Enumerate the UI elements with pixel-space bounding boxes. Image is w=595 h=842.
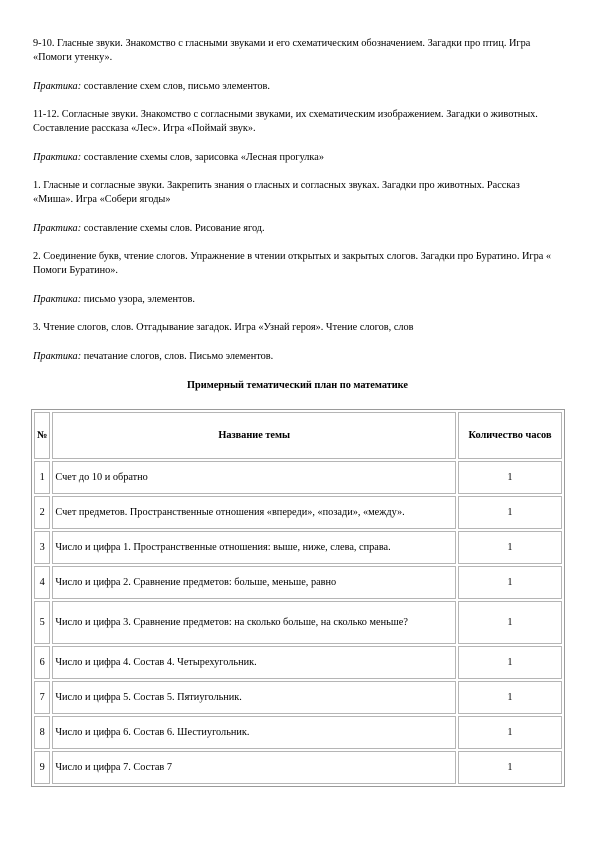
row-number: 3 (34, 531, 50, 564)
paragraph-text: 1. Гласные и согласные звуки. Закрепить знания о гласных и согласных звуках. Загадки про животных. Рассказ «Миша». Игра «Собери ягоды» (33, 180, 520, 205)
row-topic: Число и цифра 1. Пространственные отношения: выше, ниже, слева, справа. (52, 531, 456, 564)
row-hours: 1 (458, 496, 562, 529)
header-topic: Название темы (52, 412, 456, 459)
row-topic: Число и цифра 4. Состав 4. Четырехугольник. (52, 646, 456, 679)
paragraph-text: 2. Соединение букв, чтение слогов. Упражнение в чтении открытых и закрытых слогов. Загадки про Буратино. Игра « Помоги Буратино». (33, 251, 552, 276)
row-hours: 1 (458, 751, 562, 784)
practice-note-5 (33, 350, 561, 364)
table-row (34, 496, 562, 529)
table-row (34, 461, 562, 494)
practice-note-3 (33, 222, 561, 236)
header-number: № (34, 412, 50, 459)
row-number: 4 (34, 566, 50, 599)
row-topic: Число и цифра 3. Сравнение предметов: на сколько больше, на сколько меньше? (52, 601, 456, 644)
paragraph-text: 11-12. Согласные звуки. Знакомство с согласными звуками, их схематическим изображением. Загадки о животных. Составление рассказа «Лес». Игра «Поймай звук». (33, 109, 538, 134)
row-number: 9 (34, 751, 50, 784)
row-number: 8 (34, 716, 50, 749)
row-topic: Число и цифра 2. Сравнение предметов: больше, меньше, равно (52, 566, 456, 599)
paragraph-3 (33, 179, 561, 207)
row-topic: Число и цифра 6. Состав 6. Шестиугольник. (52, 716, 456, 749)
practice-text: письмо узора, элементов. (81, 294, 195, 305)
paragraph-4 (33, 250, 561, 278)
row-number: 6 (34, 646, 50, 679)
header-hours: Количество часов (458, 412, 562, 459)
row-topic: Счет предметов. Пространственные отношения «впереди», «позади», «между». (52, 496, 456, 529)
practice-text: составление схем слов, письмо элементов. (81, 81, 270, 92)
math-plan-table (31, 409, 565, 787)
paragraph-2 (33, 108, 561, 136)
table-title: Примерный тематический план по математике (187, 380, 408, 391)
table-row (34, 566, 562, 599)
practice-note-4 (33, 293, 561, 307)
row-hours: 1 (458, 566, 562, 599)
practice-label: Практика: (33, 351, 82, 362)
row-number: 5 (34, 601, 50, 644)
paragraph-1 (33, 37, 561, 65)
practice-label: Практика: (33, 223, 82, 234)
paragraph-text: 9-10. Гласные звуки. Знакомство с гласными звуками и его схематическим обозначением. Загадки про птиц. Игра «Помоги утенку». (33, 38, 531, 63)
table-row (34, 716, 562, 749)
row-topic: Число и цифра 5. Состав 5. Пятиугольник. (52, 681, 456, 714)
row-number: 2 (34, 496, 50, 529)
row-hours: 1 (458, 531, 562, 564)
row-topic: Счет до 10 и обратно (52, 461, 456, 494)
table-row (34, 646, 562, 679)
practice-label: Практика: (33, 81, 82, 92)
row-hours: 1 (458, 646, 562, 679)
practice-label: Практика: (33, 294, 82, 305)
row-hours: 1 (458, 681, 562, 714)
paragraph-text: 3. Чтение слогов, слов. Отгадывание загадок. Игра «Узнай героя». Чтение слогов, слов (33, 322, 414, 333)
practice-label: Практика: (33, 152, 82, 163)
table-row (34, 681, 562, 714)
practice-text: составление схемы слов. Рисование ягод. (81, 223, 265, 234)
row-number: 7 (34, 681, 50, 714)
table-row (34, 601, 562, 644)
practice-text: печатание слогов, слов. Письмо элементов. (81, 351, 274, 362)
practice-note-2 (33, 151, 561, 165)
row-topic: Число и цифра 7. Состав 7 (52, 751, 456, 784)
paragraph-5 (33, 321, 561, 335)
row-hours: 1 (458, 601, 562, 644)
row-hours: 1 (458, 716, 562, 749)
table-header-row (34, 412, 562, 459)
table-row (34, 531, 562, 564)
row-number: 1 (34, 461, 50, 494)
practice-note-1 (33, 80, 561, 94)
practice-text: составление схемы слов, зарисовка «Лесная прогулка» (81, 152, 324, 163)
row-hours: 1 (458, 461, 562, 494)
table-row (34, 751, 562, 784)
